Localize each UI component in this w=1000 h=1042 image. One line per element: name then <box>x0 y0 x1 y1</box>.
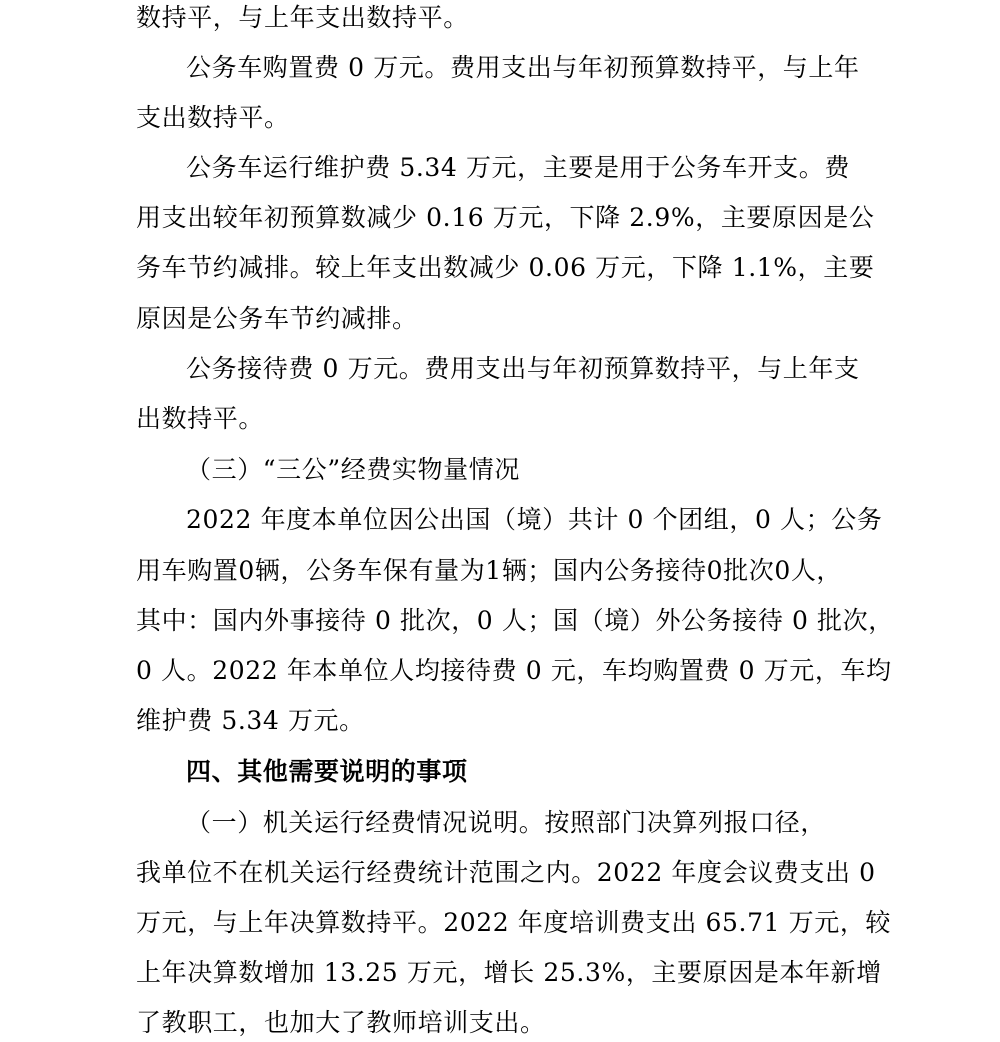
section-heading-physical-quantity: （三）“三公”经费实物量情况 <box>186 455 520 484</box>
text-line: 务车节约减排。较上年支出数减少 0.06 万元，下降 1.1%，主要 <box>136 253 875 282</box>
paragraph-vehicle-purchase: 公务车购置费 0 万元。费用支出与年初预算数持平，与上年 <box>186 53 860 82</box>
paragraph-physical-quantity: 2022 年度本单位因公出国（境）共计 0 个团组，0 人；公务 <box>186 505 883 534</box>
paragraph-reception-fee: 公务接待费 0 万元。费用支出与年初预算数持平，与上年支 <box>186 354 860 383</box>
text-line: 出数持平。 <box>136 404 265 433</box>
text-line: 0 人。2022 年本单位人均接待费 0 元，车均购置费 0 万元，车均 <box>136 656 892 685</box>
text-line: 用支出较年初预算数减少 0.16 万元，下降 2.9%，主要原因是公 <box>136 203 875 232</box>
paragraph-vehicle-maintenance: 公务车运行维护费 5.34 万元，主要是用于公务车开支。费 <box>186 153 850 182</box>
text-line: 维护费 5.34 万元。 <box>136 706 365 735</box>
text-line: 了教职工，也加大了教师培训支出。 <box>136 1008 546 1037</box>
text-line: 原因是公务车节约减排。 <box>136 304 418 333</box>
text-line: 上年决算数增加 13.25 万元，增长 25.3%，主要原因是本年新增 <box>136 958 882 987</box>
paragraph-operating-expenses: （一）机关运行经费情况说明。按照部门决算列报口径， <box>186 808 827 837</box>
section-heading-other-matters: 四、其他需要说明的事项 <box>186 757 468 786</box>
text-line: 万元，与上年决算数持平。2022 年度培训费支出 65.71 万元，较 <box>136 908 892 937</box>
text-line: 数持平，与上年支出数持平。 <box>136 3 469 32</box>
text-line: 我单位不在机关运行经费统计范围之内。2022 年度会议费支出 0 <box>136 858 876 887</box>
text-line: 用车购置0辆，公务车保有量为1辆；国内公务接待0批次0人， <box>136 556 843 585</box>
text-line: 其中：国内外事接待 0 批次，0 人；国（境）外公务接待 0 批次， <box>136 606 894 635</box>
text-line: 支出数持平。 <box>136 103 290 132</box>
